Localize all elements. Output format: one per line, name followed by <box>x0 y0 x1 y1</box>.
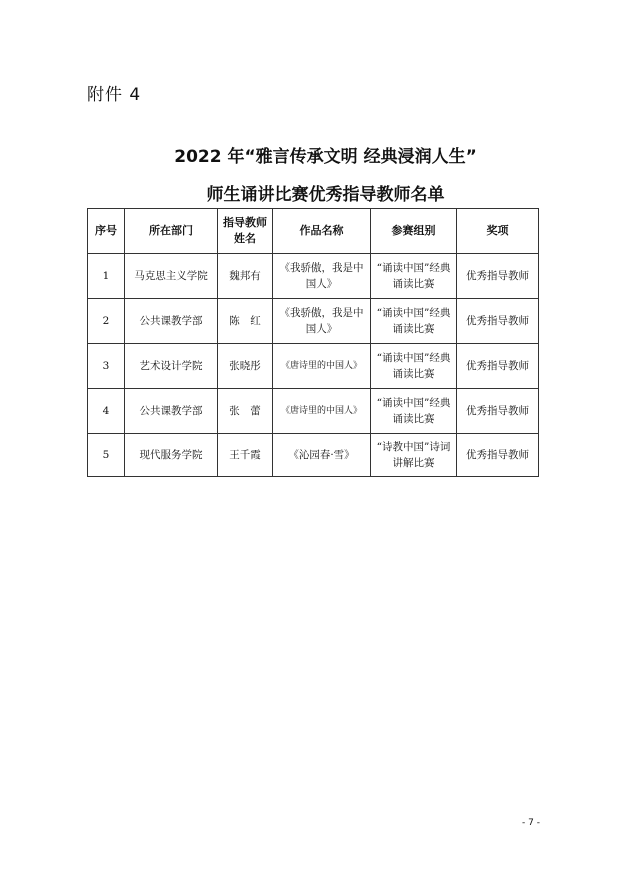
cell-work: 《沁园春·雪》 <box>273 434 371 477</box>
table-row <box>88 434 539 477</box>
cell-dept: 公共课教学部 <box>125 299 218 344</box>
cell-award: 优秀指导教师 <box>457 389 539 434</box>
cell-dept: 现代服务学院 <box>125 434 218 477</box>
table-header-row <box>88 209 539 254</box>
header-dept: 所在部门 <box>125 209 218 254</box>
cell-group: “诵读中国”经典诵读比赛 <box>371 254 457 299</box>
cell-group: “诵读中国”经典诵读比赛 <box>371 389 457 434</box>
cell-group: “诵读中国”经典诵读比赛 <box>371 299 457 344</box>
cell-award: 优秀指导教师 <box>457 344 539 389</box>
cell-teacher: 陈 红 <box>218 299 273 344</box>
header-seq: 序号 <box>88 209 125 254</box>
document-title-line2: 师生诵讲比赛优秀指导教师名单 <box>206 185 445 205</box>
table-row <box>88 344 539 389</box>
table-row <box>88 389 539 434</box>
table-row <box>88 299 539 344</box>
cell-seq: 1 <box>88 254 125 299</box>
cell-group: “诵读中国”经典诵读比赛 <box>371 344 457 389</box>
cell-dept: 艺术设计学院 <box>125 344 218 389</box>
award-teacher-table <box>87 208 539 477</box>
cell-dept: 公共课教学部 <box>125 389 218 434</box>
cell-work: 《唐诗里的中国人》 <box>273 389 371 434</box>
header-teacher: 指导教师姓名 <box>218 209 273 254</box>
cell-work: 《我骄傲，我是中国人》 <box>273 254 371 299</box>
header-group: 参赛组别 <box>371 209 457 254</box>
table-row <box>88 254 539 299</box>
cell-seq: 3 <box>88 344 125 389</box>
cell-award: 优秀指导教师 <box>457 254 539 299</box>
page-number: - 7 - <box>522 818 540 828</box>
cell-award: 优秀指导教师 <box>457 434 539 477</box>
cell-dept: 马克思主义学院 <box>125 254 218 299</box>
cell-teacher: 张晓彤 <box>218 344 273 389</box>
cell-work: 《唐诗里的中国人》 <box>273 344 371 389</box>
cell-teacher: 魏邦有 <box>218 254 273 299</box>
cell-teacher: 张 蕾 <box>218 389 273 434</box>
cell-seq: 2 <box>88 299 125 344</box>
header-work: 作品名称 <box>273 209 371 254</box>
cell-award: 优秀指导教师 <box>457 299 539 344</box>
cell-seq: 5 <box>88 434 125 477</box>
document-title-line1: 2022 年“雅言传承文明 经典浸润人生” <box>174 147 477 167</box>
cell-group: “诗教中国”诗词讲解比赛 <box>371 434 457 477</box>
cell-teacher: 王千霞 <box>218 434 273 477</box>
cell-seq: 4 <box>88 389 125 434</box>
attachment-label: 附件 4 <box>87 85 142 105</box>
cell-work: 《我骄傲，我是中国人》 <box>273 299 371 344</box>
header-award: 奖项 <box>457 209 539 254</box>
